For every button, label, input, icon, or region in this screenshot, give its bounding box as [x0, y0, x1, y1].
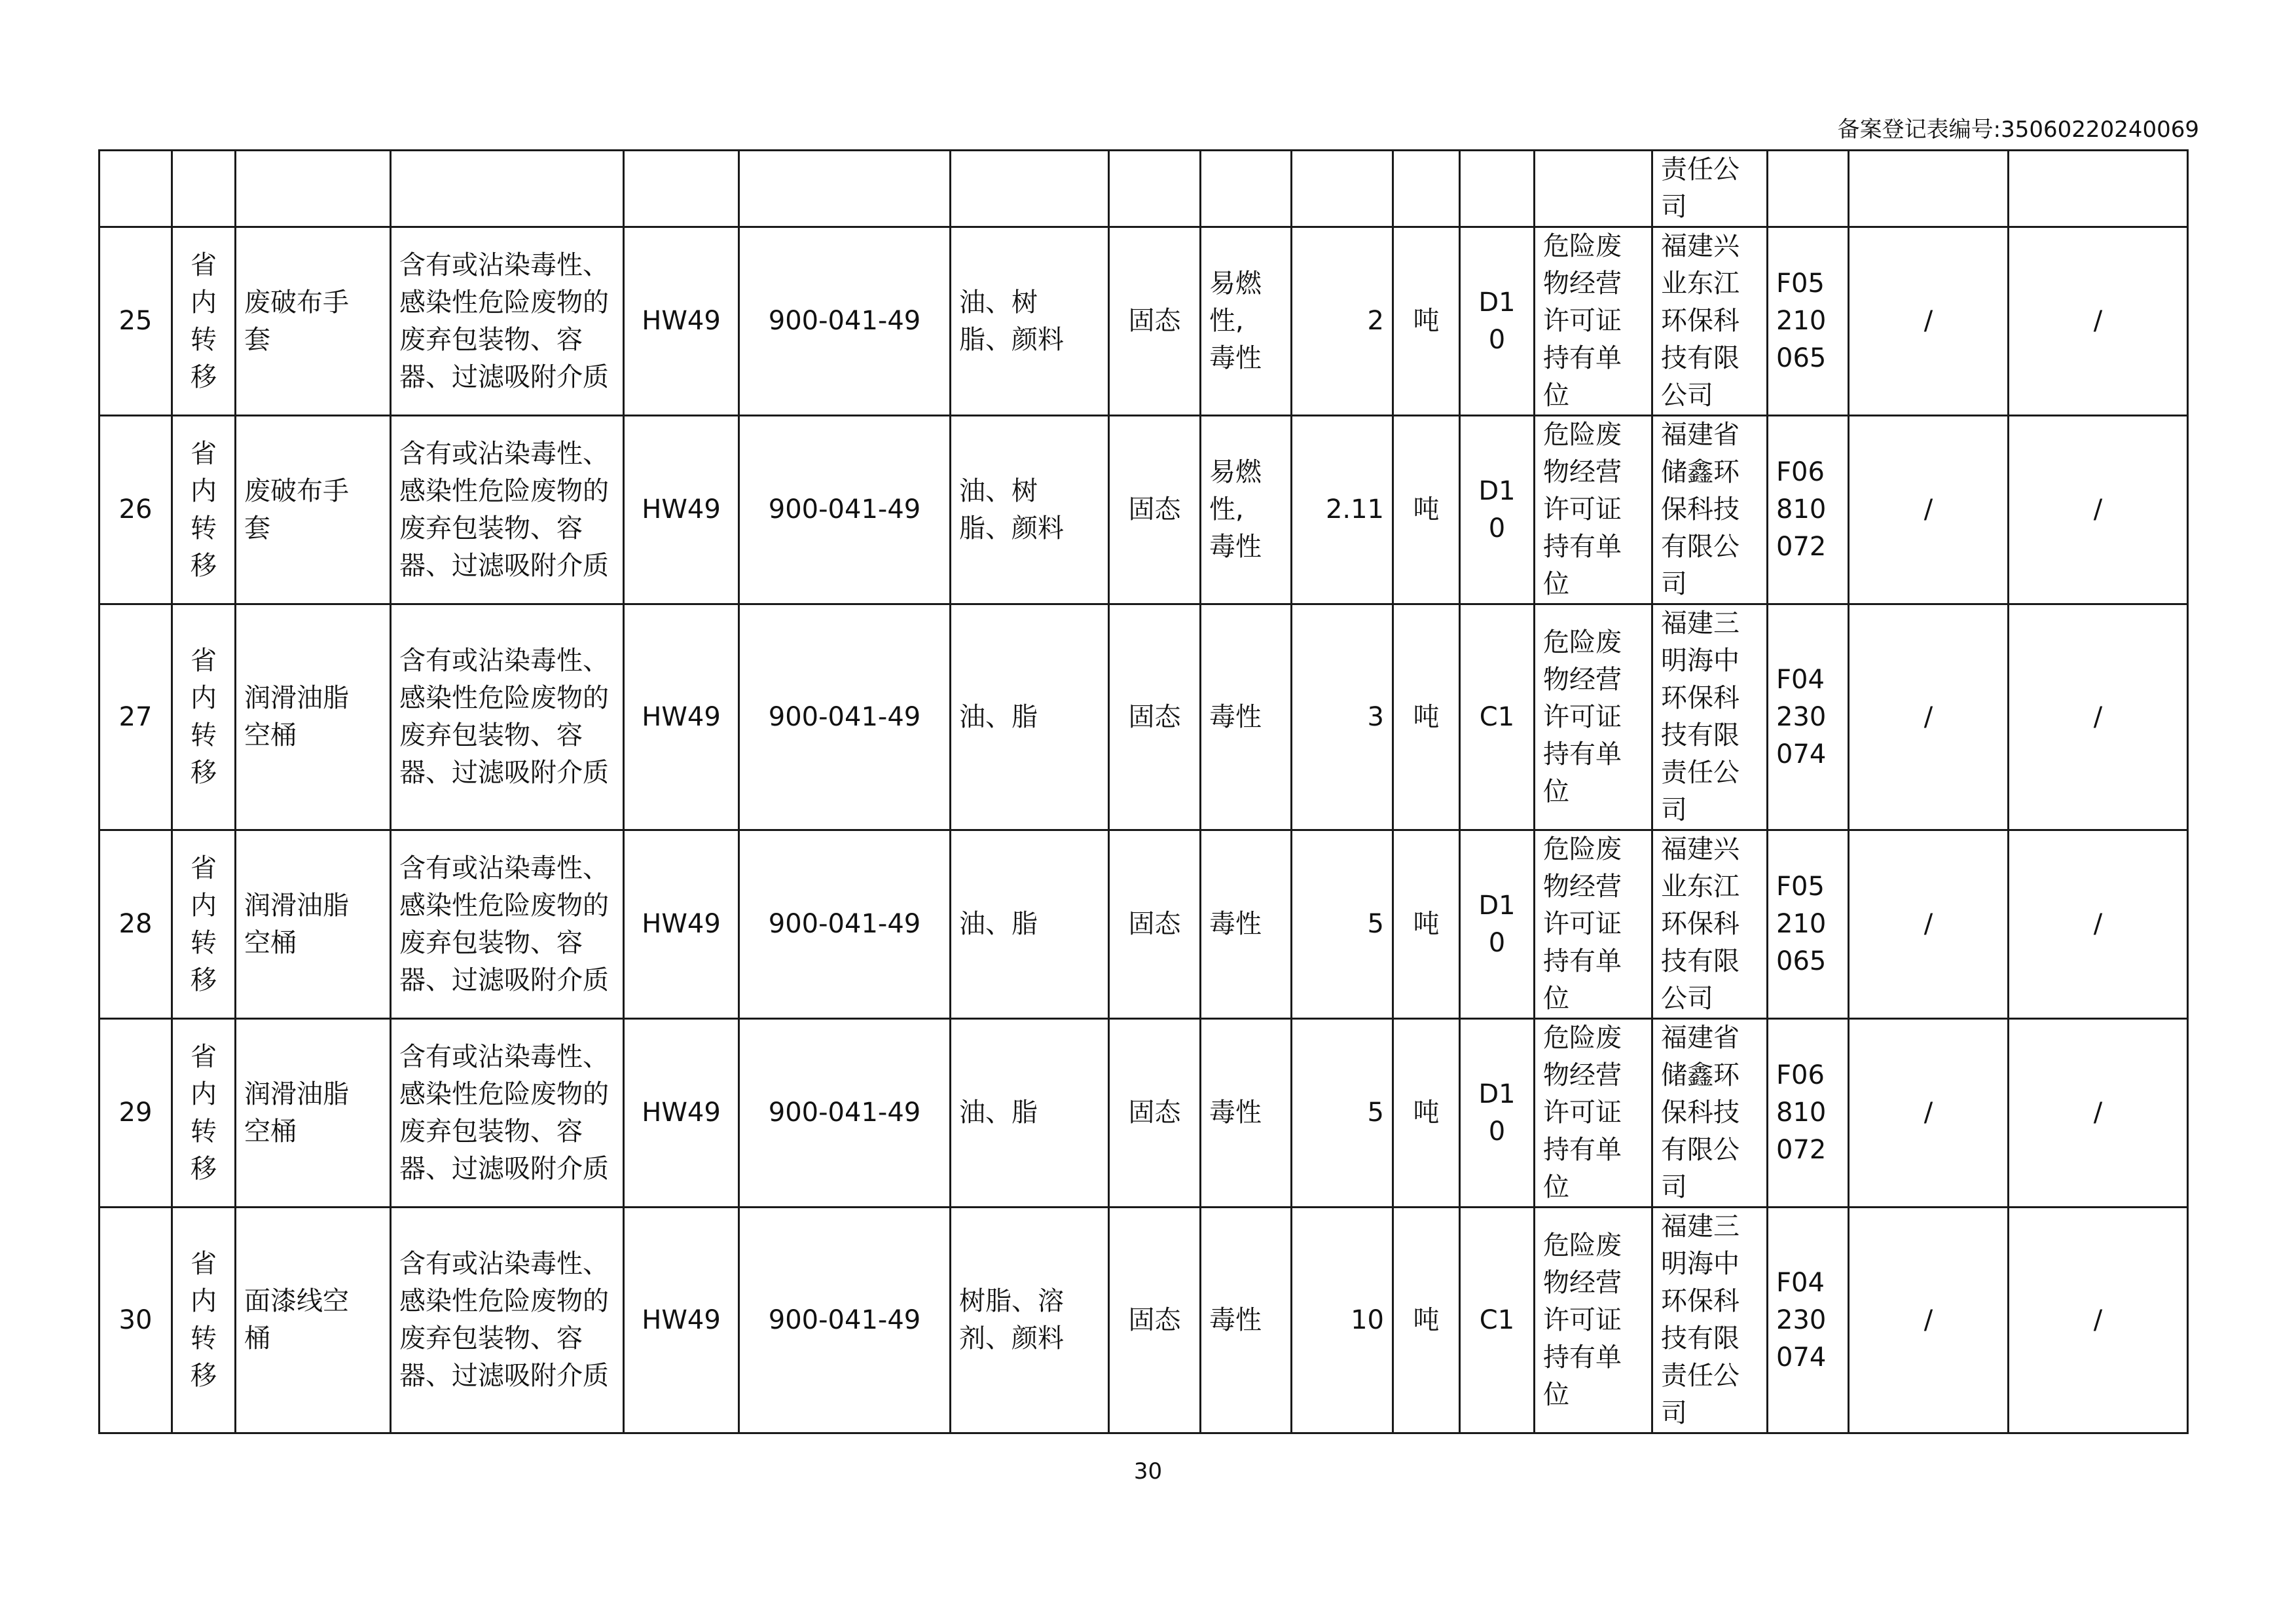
cell-component: 油、脂: [951, 1019, 1109, 1208]
cell-unit: 吨: [1393, 604, 1460, 830]
filing-reference-value: 35060220240069: [2001, 117, 2199, 143]
table-row: [100, 1019, 2188, 1208]
cell-waste-code: 900-041-49: [739, 1208, 951, 1433]
cell-disposal-method: C1: [1460, 604, 1535, 830]
cell-physical-form: 固态: [1109, 416, 1201, 604]
cell-empty: [1292, 151, 1393, 227]
cell-unit: 吨: [1393, 227, 1460, 416]
cell-extra-1: /: [1849, 416, 2009, 604]
cell-receiver: 福建三 明海中 环保科 技有限 责任公 司: [1652, 1208, 1768, 1433]
cell-component: 油、树 脂、颜料: [951, 227, 1109, 416]
cell-transfer-type: 省 内 转 移: [172, 416, 236, 604]
cell-hazard: 毒性: [1201, 1208, 1292, 1433]
table-row: [100, 1208, 2188, 1433]
cell-waste-code: 900-041-49: [739, 1019, 951, 1208]
cell-license-number: F05 210 065: [1768, 227, 1849, 416]
cell-transfer-type: 省 内 转 移: [172, 1208, 236, 1433]
cell-component: 油、脂: [951, 604, 1109, 830]
cell-waste-code: 900-041-49: [739, 604, 951, 830]
cell-empty: [391, 151, 624, 227]
cell-extra-1: /: [1849, 1019, 2009, 1208]
cell-disposal-method: D1 0: [1460, 1019, 1535, 1208]
cell-hazard: 易燃 性, 毒性: [1201, 416, 1292, 604]
cell-row-number: 25: [100, 227, 172, 416]
cell-empty: [100, 151, 172, 227]
cell-hazard: 毒性: [1201, 830, 1292, 1019]
cell-transfer-type: 省 内 转 移: [172, 604, 236, 830]
cell-disposal-method: C1: [1460, 1208, 1535, 1433]
cell-receiver-type: 危险废 物经营 许可证 持有单 位: [1535, 1019, 1652, 1208]
cell-receiver-type: 危险废 物经营 许可证 持有单 位: [1535, 1208, 1652, 1433]
cell-waste-name: 废破布手 套: [236, 227, 391, 416]
cell-extra-2: /: [2009, 1208, 2188, 1433]
cell-license-number: F06 810 072: [1768, 416, 1849, 604]
cell-physical-form: 固态: [1109, 1019, 1201, 1208]
cell-extra-2: /: [2009, 416, 2188, 604]
table-body: [100, 151, 2188, 1433]
cell-row-number: 29: [100, 1019, 172, 1208]
cell-receiver: 福建省 储鑫环 保科技 有限公 司: [1652, 416, 1768, 604]
table-row: [100, 830, 2188, 1019]
cell-extra-1: /: [1849, 830, 2009, 1019]
cell-physical-form: 固态: [1109, 227, 1201, 416]
cell-empty: [236, 151, 391, 227]
cell-extra-2: /: [2009, 227, 2188, 416]
cell-waste-name: 润滑油脂 空桶: [236, 830, 391, 1019]
cell-waste-name: 面漆线空 桶: [236, 1208, 391, 1433]
cell-extra-1: /: [1849, 1208, 2009, 1433]
cell-extra-2: /: [2009, 1019, 2188, 1208]
cell-license-number: F06 810 072: [1768, 1019, 1849, 1208]
cell-receiver-type: 危险废 物经营 许可证 持有单 位: [1535, 604, 1652, 830]
cell-license-number: F04 230 074: [1768, 1208, 1849, 1433]
cell-row-number: 26: [100, 416, 172, 604]
cell-extra-1: /: [1849, 604, 2009, 830]
cell-waste-name: 润滑油脂 空桶: [236, 604, 391, 830]
cell-disposal-method: D1 0: [1460, 416, 1535, 604]
cell-disposal-method: D1 0: [1460, 830, 1535, 1019]
cell-amount: 5: [1292, 1019, 1393, 1208]
cell-waste-code: 900-041-49: [739, 830, 951, 1019]
table-row: [100, 416, 2188, 604]
cell-hw-code: HW49: [624, 1019, 739, 1208]
cell-license-number: F04 230 074: [1768, 604, 1849, 830]
cell-disposal-method: D1 0: [1460, 227, 1535, 416]
cell-transfer-type: 省 内 转 移: [172, 1019, 236, 1208]
cell-waste-name: 润滑油脂 空桶: [236, 1019, 391, 1208]
cell-hw-code: HW49: [624, 604, 739, 830]
cell-receiver: 福建兴 业东江 环保科 技有限 公司: [1652, 830, 1768, 1019]
filing-reference: [1838, 113, 2199, 147]
cell-amount: 2: [1292, 227, 1393, 416]
cell-receiver: 福建三 明海中 环保科 技有限 责任公 司: [1652, 604, 1768, 830]
cell-empty: [1109, 151, 1201, 227]
page-number: 30: [1133, 1458, 1163, 1485]
cell-unit: 吨: [1393, 830, 1460, 1019]
cell-hw-code: HW49: [624, 1208, 739, 1433]
cell-amount: 10: [1292, 1208, 1393, 1433]
cell-hw-code: HW49: [624, 416, 739, 604]
cell-empty: [624, 151, 739, 227]
cell-hazard: 毒性: [1201, 604, 1292, 830]
cell-component: 油、树 脂、颜料: [951, 416, 1109, 604]
cell-extra-2: /: [2009, 604, 2188, 830]
cell-unit: 吨: [1393, 1019, 1460, 1208]
cell-row-number: 27: [100, 604, 172, 830]
cell-license-number: F05 210 065: [1768, 830, 1849, 1019]
cell-receiver: 福建兴 业东江 环保科 技有限 公司: [1652, 227, 1768, 416]
cell-row-number: 28: [100, 830, 172, 1019]
cell-transfer-type: 省 内 转 移: [172, 227, 236, 416]
cell-receiver-type: 危险废 物经营 许可证 持有单 位: [1535, 416, 1652, 604]
cell-row-number: 30: [100, 1208, 172, 1433]
cell-unit: 吨: [1393, 1208, 1460, 1433]
cell-transfer-type: 省 内 转 移: [172, 830, 236, 1019]
cell-amount: 3: [1292, 604, 1393, 830]
cell-component: 油、脂: [951, 830, 1109, 1019]
cell-hazard: 易燃 性, 毒性: [1201, 227, 1292, 416]
cell-waste-category: 含有或沾染毒性、感染性危险废物的废弃包装物、容器、过滤吸附介质: [391, 1208, 624, 1433]
cell-empty: [1768, 151, 1849, 227]
cell-empty: [1201, 151, 1292, 227]
cell-hw-code: HW49: [624, 830, 739, 1019]
hazardous-waste-table: [98, 149, 2189, 1434]
cell-empty: [2009, 151, 2188, 227]
filing-reference-label: 备案登记表编号:: [1837, 117, 2001, 143]
cell-physical-form: 固态: [1109, 1208, 1201, 1433]
cell-waste-code: 900-041-49: [739, 227, 951, 416]
cell-receiver: 福建省 储鑫环 保科技 有限公 司: [1652, 1019, 1768, 1208]
cell-hazard: 毒性: [1201, 1019, 1292, 1208]
cell-amount: 2.11: [1292, 416, 1393, 604]
cell-empty: [951, 151, 1109, 227]
cell-empty: [739, 151, 951, 227]
cell-component: 树脂、溶 剂、颜料: [951, 1208, 1109, 1433]
cell-waste-category: 含有或沾染毒性、感染性危险废物的废弃包装物、容器、过滤吸附介质: [391, 830, 624, 1019]
cell-empty: [1460, 151, 1535, 227]
cell-amount: 5: [1292, 830, 1393, 1019]
cell-physical-form: 固态: [1109, 604, 1201, 830]
cell-waste-name: 废破布手 套: [236, 416, 391, 604]
table-row: [100, 227, 2188, 416]
cell-empty: [1535, 151, 1652, 227]
cell-waste-code: 900-041-49: [739, 416, 951, 604]
table-row: [100, 604, 2188, 830]
cell-receiver-type: 危险废 物经营 许可证 持有单 位: [1535, 830, 1652, 1019]
cell-extra-2: /: [2009, 830, 2188, 1019]
cell-waste-category: 含有或沾染毒性、感染性危险废物的废弃包装物、容器、过滤吸附介质: [391, 604, 624, 830]
cell-unit: 吨: [1393, 416, 1460, 604]
table-row-continuation: [100, 151, 2188, 227]
cell-waste-category: 含有或沾染毒性、感染性危险废物的废弃包装物、容器、过滤吸附介质: [391, 1019, 624, 1208]
cell-extra-1: /: [1849, 227, 2009, 416]
cell-receiver-continued: 责任公 司: [1652, 151, 1768, 227]
cell-physical-form: 固态: [1109, 830, 1201, 1019]
cell-hw-code: HW49: [624, 227, 739, 416]
cell-waste-category: 含有或沾染毒性、感染性危险废物的废弃包装物、容器、过滤吸附介质: [391, 416, 624, 604]
cell-receiver-type: 危险废 物经营 许可证 持有单 位: [1535, 227, 1652, 416]
cell-empty: [1849, 151, 2009, 227]
cell-waste-category: 含有或沾染毒性、感染性危险废物的废弃包装物、容器、过滤吸附介质: [391, 227, 624, 416]
cell-empty: [1393, 151, 1460, 227]
cell-empty: [172, 151, 236, 227]
